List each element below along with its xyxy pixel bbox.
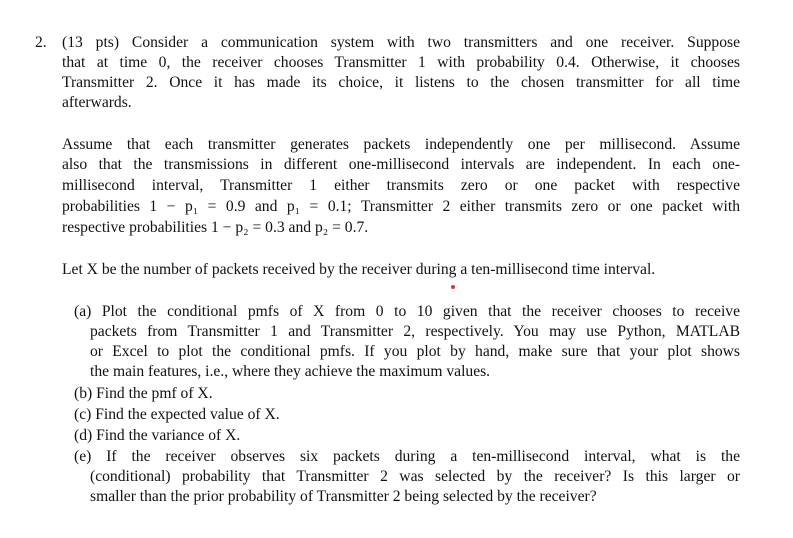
part-c: (c) Find the expected value of X. bbox=[74, 406, 280, 423]
definition-of-x: Let X be the number of packets received by the receiver during a ten-millisecond time interval. bbox=[62, 261, 656, 278]
part-d: (d) Find the variance of X. bbox=[74, 427, 241, 444]
assume-line-2: also that the transmissions in different one-millisecond intervals are independent. In each one- bbox=[62, 156, 740, 173]
part-b: (b) Find the pmf of X. bbox=[74, 385, 213, 402]
intro-line-2: that at time 0, the receiver chooses Transmitter 1 with probability 0.4. Otherwise, it chooses bbox=[62, 54, 740, 71]
intro-line-1: (13 pts) Consider a communication system with two transmitters and one receiver. Suppose bbox=[62, 34, 740, 51]
part-a-line-1: (a) Plot the conditional pmfs of X from 0 to 10 given that the receiver chooses to receive bbox=[74, 303, 740, 320]
assume-line-4: probabilities 1 − p₁ = 0.9 and p₁ = 0.1; Transmitter 2 either transmits zero or one packet with bbox=[62, 198, 740, 215]
part-a-line-3: or Excel to plot the conditional pmfs. If you plot by hand, make sure that your plot shows bbox=[90, 343, 740, 360]
assume-line-1: Assume that each transmitter generates packets independently one per millisecond. Assume bbox=[62, 136, 740, 153]
part-e-line-3: smaller than the prior probability of Transmitter 2 being selected by the receiver? bbox=[90, 488, 597, 505]
intro-line-3: Transmitter 2. Once it has made its choice, it listens to the chosen transmitter for all time bbox=[62, 74, 740, 91]
assume-line-3: millisecond interval, Transmitter 1 either transmits zero or one packet with respective bbox=[62, 177, 740, 194]
part-e-line-2: (conditional) probability that Transmitter 2 was selected by the receiver? Is this larger or bbox=[90, 468, 740, 485]
red-dot-mark bbox=[451, 285, 455, 289]
part-e-line-1: (e) If the receiver observes six packets during a ten-millisecond interval, what is the bbox=[74, 448, 740, 465]
intro-line-4: afterwards. bbox=[62, 94, 132, 111]
problem-number: 2. bbox=[35, 34, 47, 51]
part-a-line-2: packets from Transmitter 1 and Transmitter 2, respectively. You may use Python, MATLAB bbox=[90, 323, 740, 340]
assume-line-5: respective probabilities 1 − p₂ = 0.3 and p₂ = 0.7. bbox=[62, 219, 369, 236]
part-a-line-4: the main features, i.e., where they achieve the maximum values. bbox=[90, 363, 491, 380]
